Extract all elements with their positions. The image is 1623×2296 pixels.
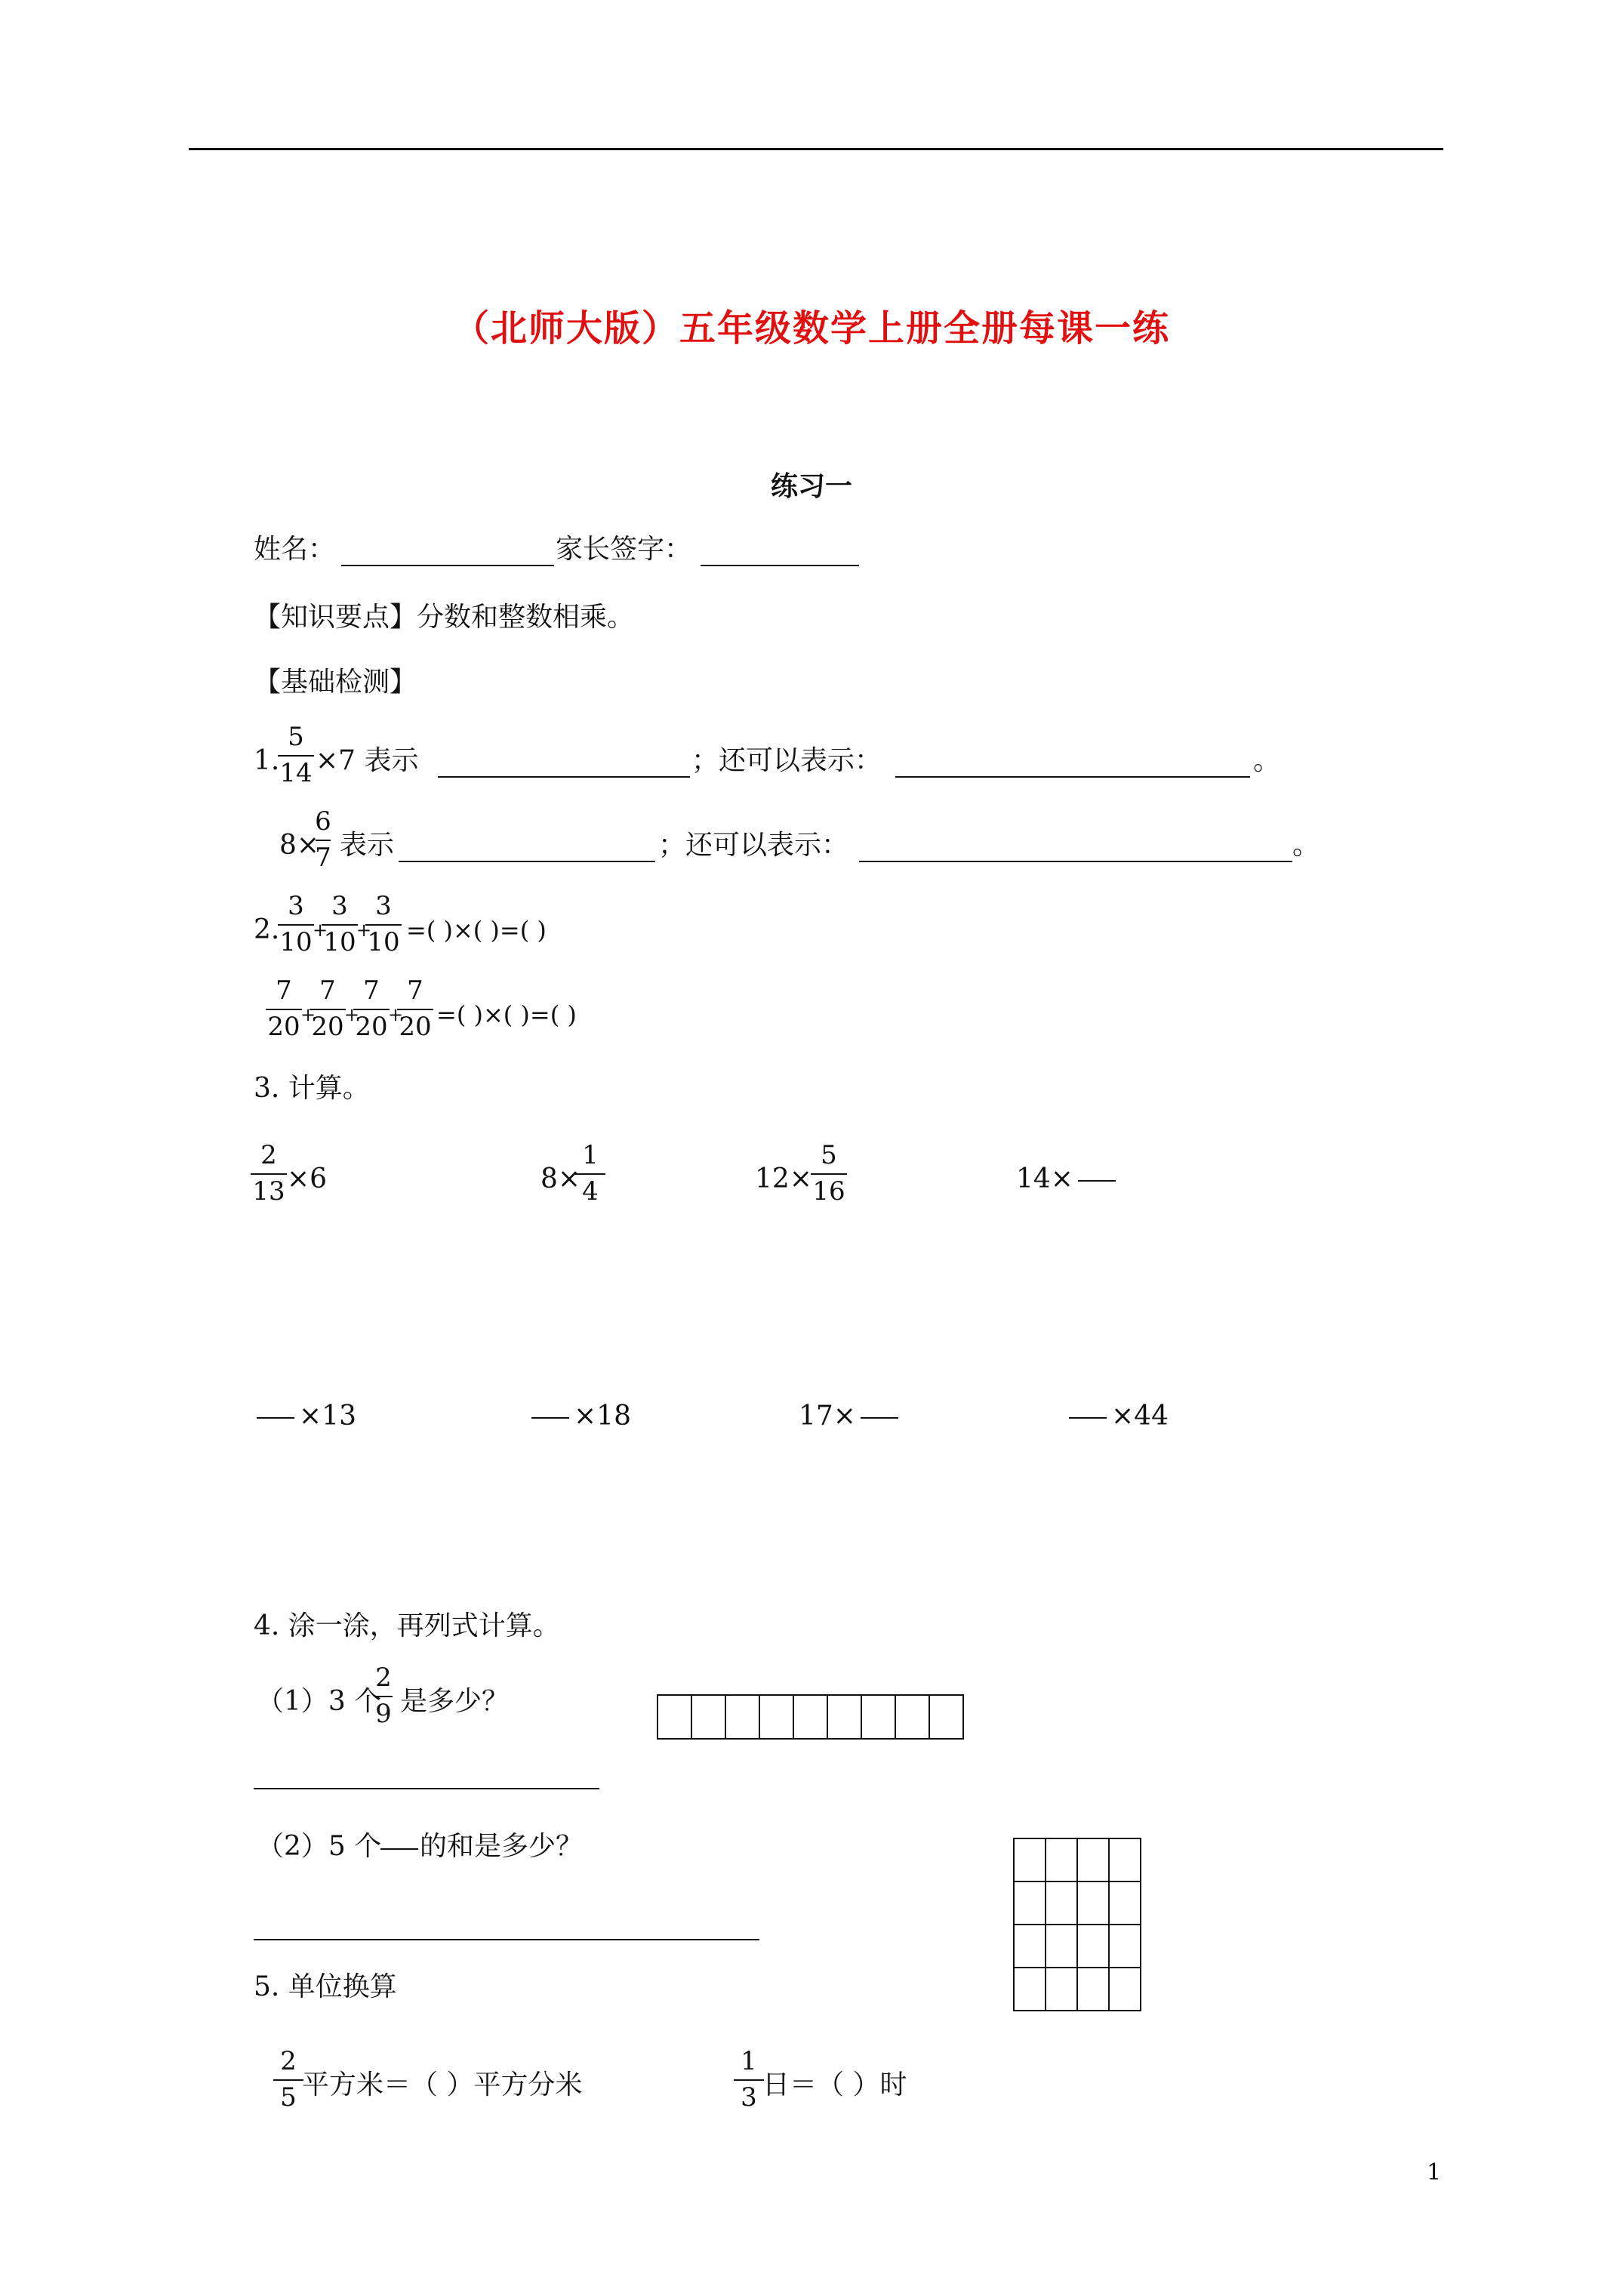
denominator: 20 — [267, 1012, 300, 1042]
q3-e6-fraction-bar — [531, 1417, 569, 1419]
q1b-fraction — [308, 806, 338, 876]
section-title: 练习一 — [770, 470, 852, 502]
numerator: 7 — [363, 975, 380, 1006]
q2-row2-fraction-1 — [261, 975, 306, 1045]
q1b-blank-1[interactable] — [399, 861, 655, 862]
denominator: 5 — [280, 2082, 297, 2113]
q1b-expression: 表示 — [340, 830, 395, 861]
denominator: 9 — [375, 1699, 392, 1729]
numerator: 7 — [319, 975, 336, 1006]
numerator: 7 — [407, 975, 423, 1006]
q1a-fraction — [273, 722, 319, 791]
q2-row1-answer-slots[interactable]: =( )×( )=( ) — [406, 916, 547, 945]
name-blank[interactable] — [341, 565, 554, 566]
denominator: 10 — [279, 927, 313, 957]
q4-rect-grid[interactable] — [1013, 1838, 1141, 2011]
q1a-expression: ×7 表示 — [316, 745, 419, 776]
q2-row2-fraction-4 — [393, 975, 438, 1045]
numerator: 3 — [331, 891, 348, 921]
q1a-mid-text: ；还可以表示： — [691, 745, 882, 776]
q2-number: 2. — [254, 914, 280, 945]
plus-sign: + — [356, 920, 372, 941]
q3-e8-tail: ×44 — [1111, 1401, 1169, 1432]
q4-p1-tail: 是多少？ — [400, 1686, 510, 1717]
q2-row2-fraction-3 — [349, 975, 394, 1045]
denominator: 13 — [252, 1176, 285, 1207]
q3-e4-fraction-bar — [1078, 1180, 1116, 1182]
denominator: 14 — [279, 758, 313, 788]
q1b-blank-2[interactable] — [859, 861, 1292, 862]
q3-e2-prefix: 8× — [540, 1163, 581, 1194]
q4-p1-fraction — [368, 1663, 399, 1732]
plus-sign: + — [300, 1004, 316, 1025]
q4-p2-prefix: （2）5 个 — [257, 1831, 382, 1862]
denominator: 3 — [741, 2082, 757, 2113]
denominator: 20 — [399, 1012, 432, 1042]
numerator: 1 — [741, 2046, 757, 2076]
numerator: 2 — [260, 1140, 277, 1170]
q4-p2-fraction-bar — [380, 1848, 418, 1850]
q3-e3-prefix: 12× — [755, 1163, 812, 1194]
q1a-blank-2[interactable] — [895, 776, 1250, 778]
q1b-mid-text: ；还可以表示： — [658, 830, 849, 861]
numerator: 3 — [375, 891, 392, 921]
numerator: 5 — [821, 1140, 837, 1170]
denominator: 16 — [812, 1176, 845, 1207]
q3-e3-fraction — [806, 1140, 852, 1210]
numerator: 3 — [288, 891, 304, 921]
q4-strip-grid[interactable] — [657, 1694, 964, 1740]
q1b-prefix: 8× — [279, 830, 320, 861]
q3-e1-fraction — [246, 1140, 291, 1210]
q1-number: 1. — [254, 745, 280, 776]
q5-c2-tail[interactable]: 日＝（ ）时 — [762, 2069, 907, 2100]
q5-label: 5. 单位换算 — [254, 1971, 397, 2002]
denominator: 20 — [311, 1012, 344, 1042]
q2-row2-answer-slots[interactable]: =( )×( )=( ) — [436, 1000, 577, 1029]
q3-e5-tail: ×13 — [299, 1401, 356, 1432]
q3-e1-tail: ×6 — [287, 1163, 328, 1194]
denominator: 10 — [367, 927, 400, 957]
q3-label: 3. 计算。 — [254, 1073, 370, 1104]
q2-row1-fraction-3 — [361, 891, 406, 960]
name-label: 姓名： — [254, 534, 336, 565]
denominator: 20 — [355, 1012, 388, 1042]
q3-e7-prefix: 17× — [799, 1401, 856, 1432]
q3-e6-tail: ×18 — [574, 1401, 631, 1432]
header-rule — [189, 148, 1443, 150]
q4-p1-answer-line[interactable] — [254, 1788, 599, 1789]
q2-row2-fraction-2 — [305, 975, 350, 1045]
q3-e4-prefix: 14× — [1016, 1163, 1073, 1194]
q1a-blank-1[interactable] — [438, 776, 690, 778]
basics-heading: 【基础检测】 — [254, 667, 417, 698]
q5-c1-tail[interactable]: 平方米＝（ ）平方分米 — [302, 2069, 583, 2100]
q2-row1-fraction-1 — [273, 891, 319, 960]
q1a-end: 。 — [1253, 745, 1281, 776]
numerator: 1 — [582, 1140, 599, 1170]
q4-p2-tail: 的和是多少？ — [420, 1831, 584, 1862]
parent-signature-blank[interactable] — [701, 565, 859, 566]
numerator: 2 — [280, 2046, 297, 2076]
parent-signature-label: 家长签字： — [556, 534, 692, 565]
plus-sign: + — [344, 1004, 360, 1025]
page-number: 1 — [1427, 2159, 1442, 2186]
numerator: 6 — [315, 806, 331, 837]
denominator: 4 — [582, 1176, 599, 1207]
q4-p1-prefix: （1）3 个 — [257, 1686, 382, 1717]
q3-e2-fraction — [571, 1140, 610, 1210]
q3-e7-fraction-bar — [861, 1417, 898, 1419]
plus-sign: + — [313, 920, 328, 941]
q4-label: 4. 涂一涂，再列式计算。 — [254, 1610, 560, 1641]
worksheet-title: （北师大版）五年级数学上册全册每课一练 — [452, 307, 1170, 350]
q3-e8-fraction-bar — [1069, 1417, 1107, 1419]
numerator: 2 — [375, 1663, 392, 1693]
numerator: 7 — [276, 975, 292, 1006]
q1b-end: 。 — [1292, 830, 1320, 861]
q2-row1-fraction-2 — [317, 891, 362, 960]
knowledge-point: 【知识要点】分数和整数相乘。 — [254, 602, 635, 633]
numerator: 5 — [288, 722, 304, 752]
denominator: 7 — [315, 843, 331, 873]
plus-sign: + — [388, 1004, 404, 1025]
q4-p2-answer-line[interactable] — [254, 1939, 759, 1940]
denominator: 10 — [323, 927, 356, 957]
q3-e5-fraction-bar — [257, 1417, 294, 1419]
